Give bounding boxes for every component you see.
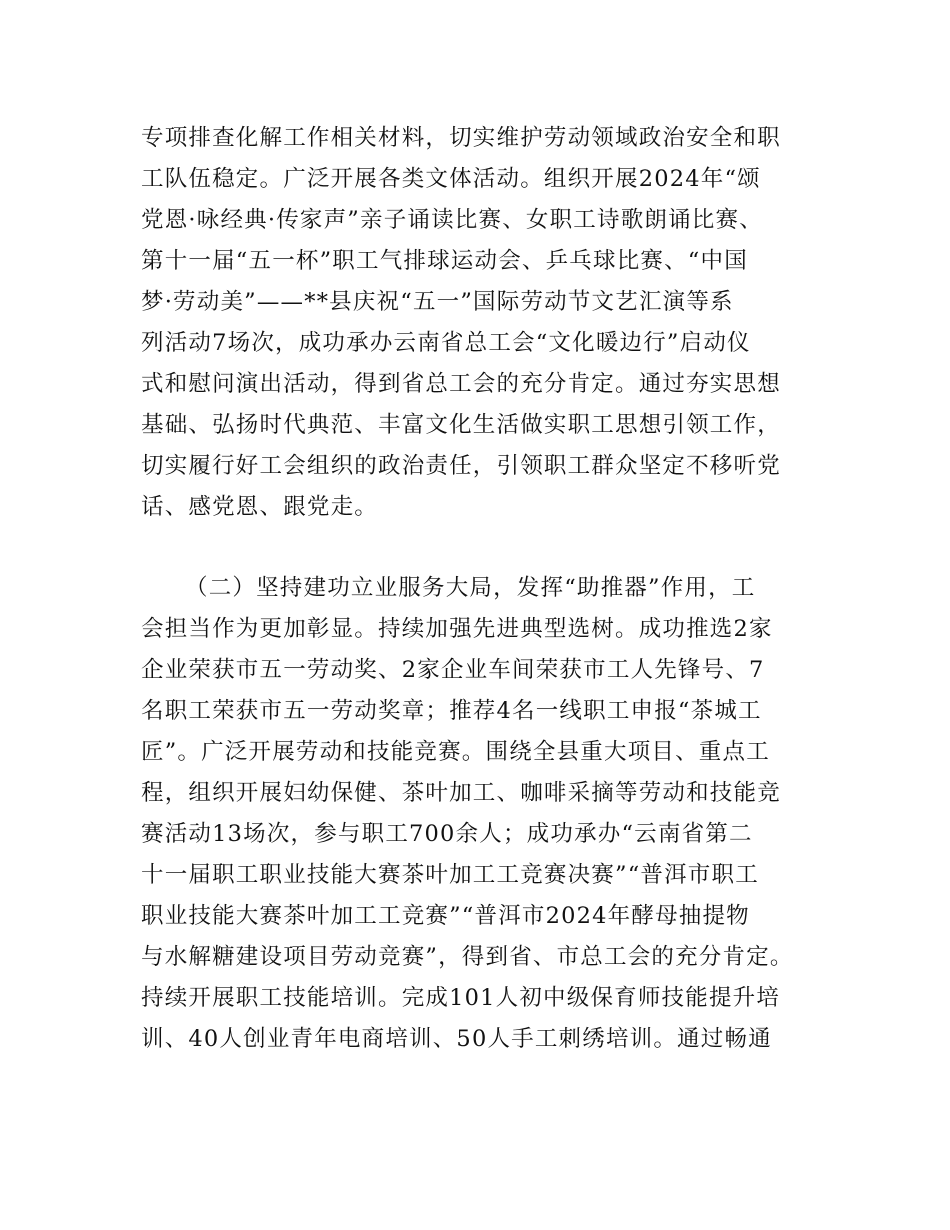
paragraph-2-line: 训、40人创业青年电商培训、50人手工刺绣培训。通过畅通: [141, 1026, 772, 1052]
paragraph-1-line: 列活动7场次，成功承办云南省总工会“文化暖边行”启动仪: [141, 330, 751, 356]
paragraph-1-line: 式和慰问演出活动，得到省总工会的充分肯定。通过夯实思想: [141, 371, 781, 397]
paragraph-1-line: 切实履行好工会组织的政治责任，引领职工群众坚定不移听党: [141, 453, 781, 479]
paragraph-1: [141, 118, 821, 528]
paragraph-2-line: 职业技能大赛茶叶加工工竞赛”“普洱市2024年酵母抽提物: [141, 903, 750, 929]
paragraph-1-line: 专项排查化解工作相关材料，切实维护劳动领域政治安全和职: [141, 125, 781, 151]
paragraph-1-line: 梦·劳动美”——**县庆祝“五一”国际劳动节文艺汇演等系: [141, 289, 734, 315]
paragraph-2-line: 持续开展职工技能培训。完成101人初中级保育师技能提升培: [141, 985, 781, 1011]
paragraph-1-line: 工队伍稳定。广泛开展各类文体活动。组织开展2024年“颂: [141, 166, 761, 192]
paragraph-2-line: （二）坚持建功立业服务大局，发挥“助推器”作用，工: [185, 575, 756, 601]
paragraph-1-line: 基础、弘扬时代典范、丰富文化生活做实职工思想引领工作，: [141, 412, 781, 438]
paragraph-2-line: 会担当作为更加彰显。持续加强先进典型选树。成功推选2家: [141, 616, 773, 642]
paragraph-1-line: 话、感党恩、跟党走。: [141, 494, 379, 520]
paragraph-2-line: 企业荣获市五一劳动奖、2家企业车间荣获市工人先锋号、7: [141, 657, 765, 683]
paragraph-2-line: 名职工荣获市五一劳动奖章；推荐4名一线职工申报“茶城工: [141, 698, 762, 724]
paragraph-2-line: 赛活动13场次，参与职工700余人；成功承办“云南省第二: [141, 821, 753, 847]
paragraph-1-line: 第十一届“五一杯”职工气排球运动会、乒乓球比赛、“中国: [141, 248, 748, 274]
paragraph-2-line: 匠”。广泛开展劳动和技能竞赛。围绕全县重大项目、重点工: [141, 739, 770, 765]
paragraph-2-line: 与水解糖建设项目劳动竞赛”，得到省、市总工会的充分肯定。: [141, 944, 794, 970]
paragraph-2-line: 程，组织开展妇幼保健、茶叶加工、咖啡采摘等劳动和技能竞: [141, 780, 781, 806]
paragraph-2: [141, 568, 821, 1060]
paragraph-1-line: 党恩·咏经典·传家声”亲子诵读比赛、女职工诗歌朗诵比赛、: [141, 207, 763, 233]
paragraph-2-line: 十一届职工职业技能大赛茶叶加工工竞赛决赛”“普洱市职工: [141, 862, 759, 888]
